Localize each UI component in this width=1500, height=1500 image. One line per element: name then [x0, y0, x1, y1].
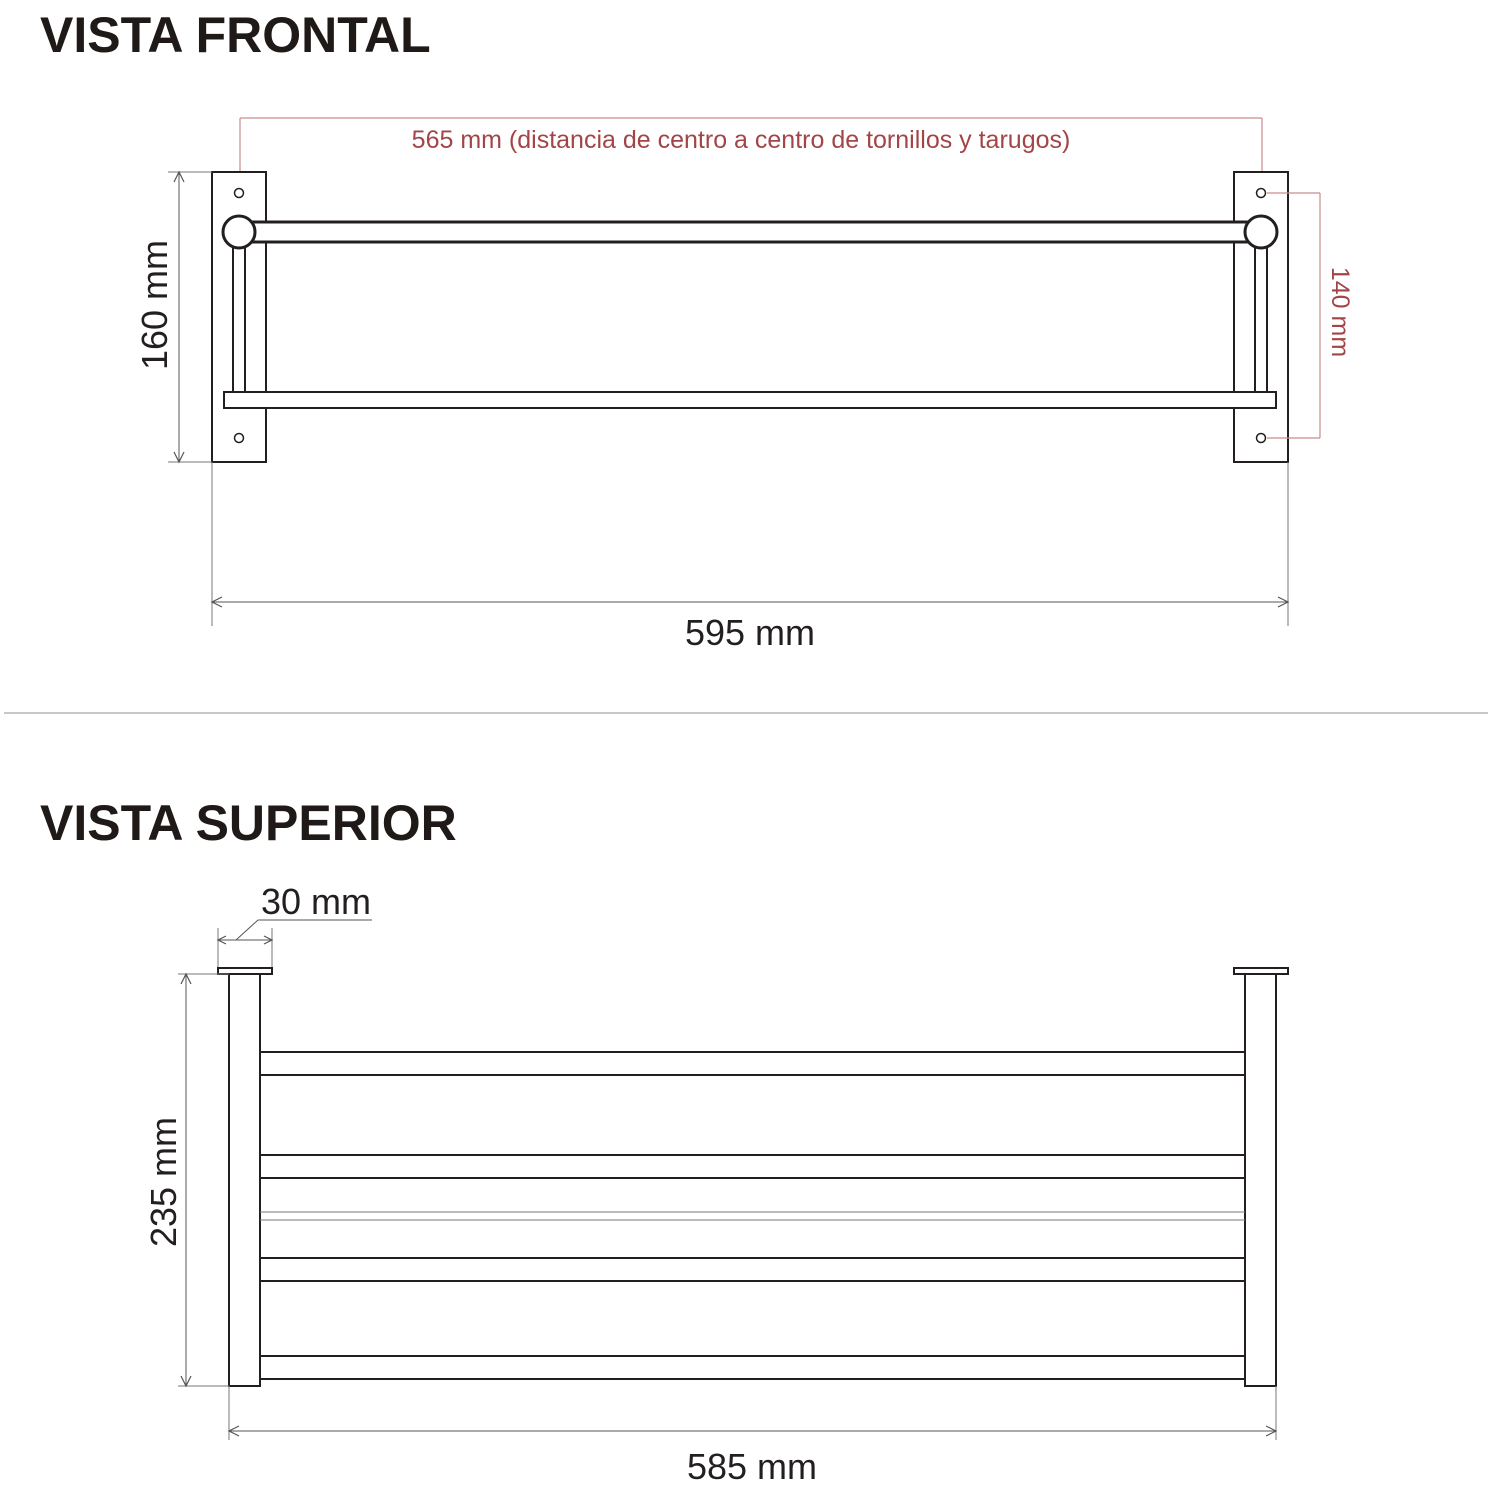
- right-bottom-screw-hole: [1257, 434, 1266, 443]
- plate-dimension: [218, 881, 372, 968]
- shelf-bar-3: [260, 1258, 1245, 1281]
- shelf-bar-4: [260, 1356, 1245, 1379]
- left-bottom-screw-hole: [235, 434, 244, 443]
- hole-vertical-label: 140 mm: [1326, 266, 1354, 358]
- top-width-dimension: [229, 1386, 1276, 1487]
- front-view: [40, 7, 1354, 653]
- height-dimension: [134, 172, 212, 462]
- screw-spacing-label: 565 mm (distancia de centro a centro de tornillos y tarugos): [411, 126, 1071, 154]
- depth-dimension: [143, 974, 229, 1386]
- plate-label: 30 mm: [260, 881, 372, 922]
- top-towel-bar: [240, 222, 1260, 242]
- left-support-post: [233, 242, 245, 400]
- shelf-bar-2: [260, 1155, 1245, 1178]
- width-dimension: [212, 462, 1288, 653]
- top-view-title: VISTA SUPERIOR: [40, 795, 457, 851]
- right-top-screw-hole: [1257, 189, 1266, 198]
- top-width-label: 585 mm: [686, 1446, 818, 1487]
- left-side-arm: [229, 974, 260, 1386]
- front-view-title: VISTA FRONTAL: [40, 7, 431, 63]
- screw-spacing-dimension: [240, 118, 1262, 188]
- left-top-screw-hole: [235, 189, 244, 198]
- top-view: [40, 795, 1288, 1487]
- shelf-bar-1: [260, 1052, 1245, 1075]
- right-support-post: [1255, 242, 1267, 400]
- right-side-arm: [1245, 974, 1276, 1386]
- depth-label: 235 mm: [143, 1116, 184, 1248]
- right-end-cap: [1245, 216, 1277, 248]
- plate-leader: [236, 920, 258, 940]
- bottom-towel-bar: [224, 392, 1276, 408]
- width-label: 595 mm: [684, 612, 816, 653]
- left-end-cap: [223, 216, 255, 248]
- height-label: 160 mm: [134, 239, 175, 371]
